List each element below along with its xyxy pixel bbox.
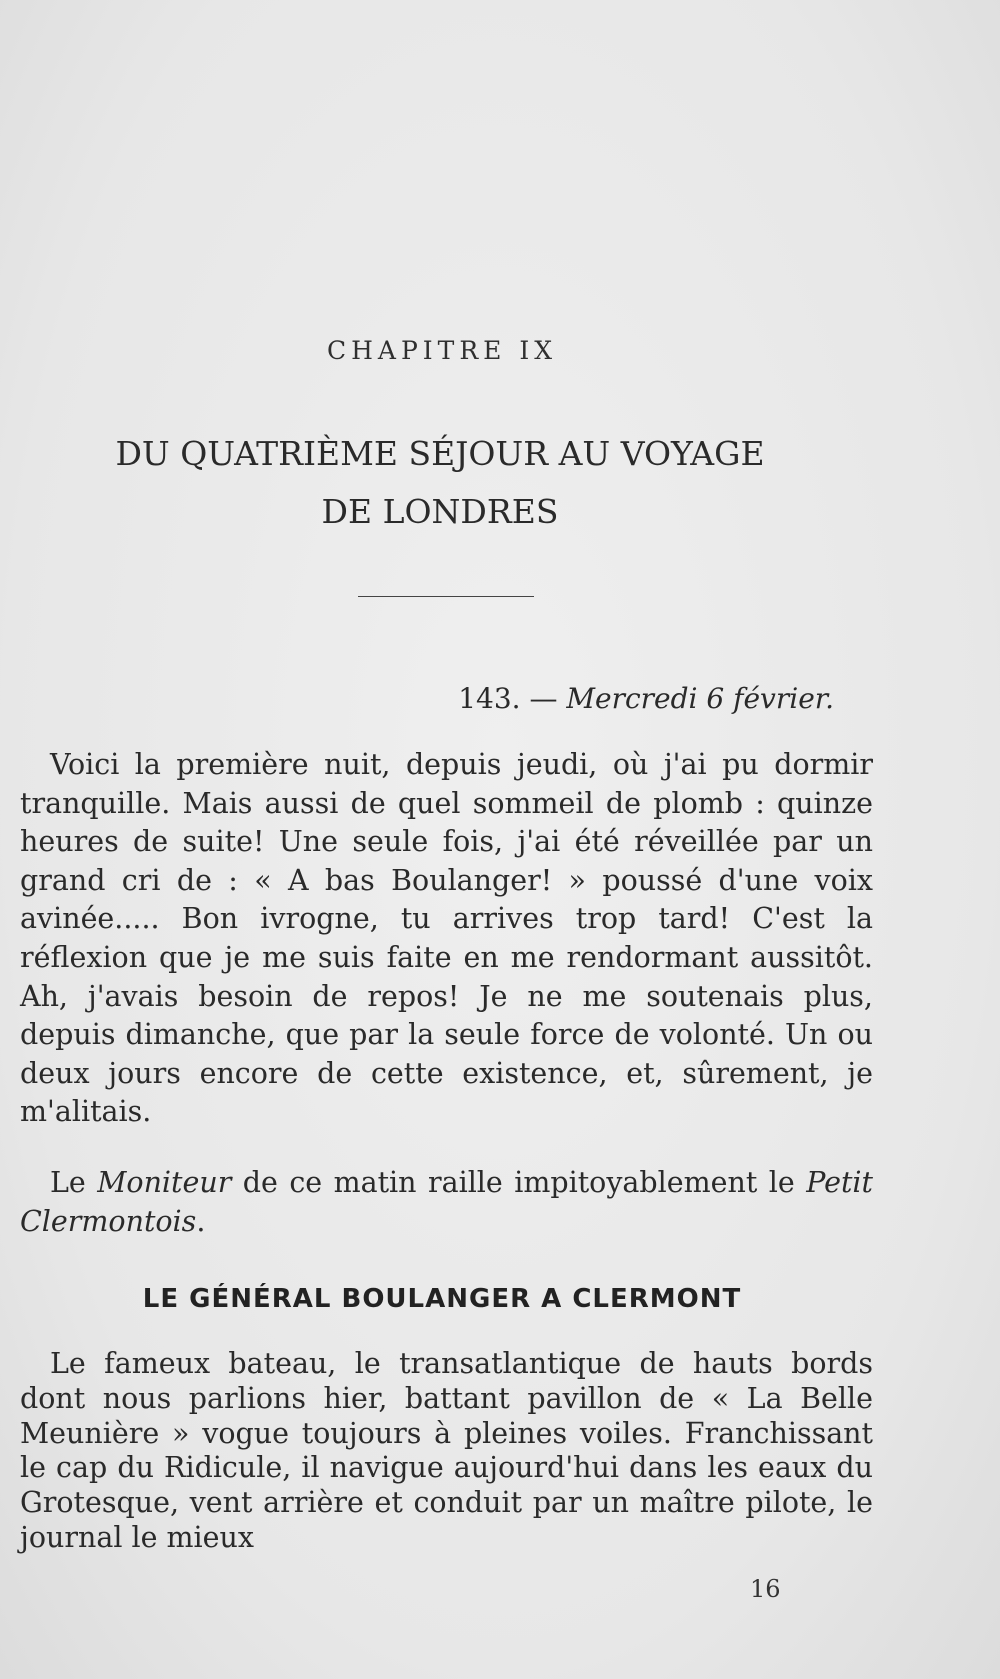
page-number: 16: [750, 1575, 781, 1603]
chapter-label: CHAPITRE IX: [326, 336, 558, 365]
newspaper-title-moniteur: Moniteur: [97, 1166, 232, 1199]
chapter-title: [40, 425, 840, 541]
paragraph-1: [20, 746, 873, 1132]
paragraph-text-middle: de ce matin raille impitoyablement le: [231, 1166, 807, 1199]
newspaper-title-petit-clermontois: Petit Clermontois: [20, 1166, 873, 1238]
paragraph-text: [20, 1164, 873, 1241]
paragraph-text: Le fameux bateau, le transatlantique de hauts bords dont nous parlions hier, battant pavillon de « La Belle Meunière » vogue toujours à pleines voiles. Franchissant le cap du Ridicule, il navigue aujourd'hui dans les eaux du Grotesque, vent arrière et conduit par un maître pilote, le journal le mieux: [20, 1347, 873, 1554]
chapter-title-line-1: DU QUATRIÈME SÉJOUR AU VOYAGE: [115, 434, 765, 473]
chapter-title-line-2: DE LONDRES: [321, 492, 559, 531]
paragraph-text-start: Le: [50, 1166, 98, 1199]
entry-heading: [458, 682, 834, 715]
section-heading: LE GÉNÉRAL BOULANGER A CLERMONT: [142, 1284, 742, 1314]
paragraph-3: [20, 1347, 873, 1556]
paragraph-text-end: .: [196, 1204, 206, 1238]
paragraph-text: Voici la première nuit, depuis jeudi, où j'ai pu dormir tranquille. Mais aussi de quel sommeil de plomb : quinze heures de suite! Une seule fois, j'ai été réveillée par un grand cri de : « A bas Boulanger! » poussé d'une voix avinée..... Bon ivrogne, tu arrives trop tard! C'est la réflexion que je me suis faite en me rendormant aussitôt. Ah, j'avais besoin de repos! Je ne me soutenais plus, depuis dimanche, que par la seule force de volonté. Un ou deux jours encore de cette existence, et, sûrement, je m'alitais.: [20, 748, 873, 1129]
entry-number: 143. —: [458, 682, 567, 715]
paragraph-2: [20, 1164, 873, 1241]
separator-rule: [358, 596, 534, 597]
entry-date: Mercredi 6 février.: [566, 682, 834, 715]
